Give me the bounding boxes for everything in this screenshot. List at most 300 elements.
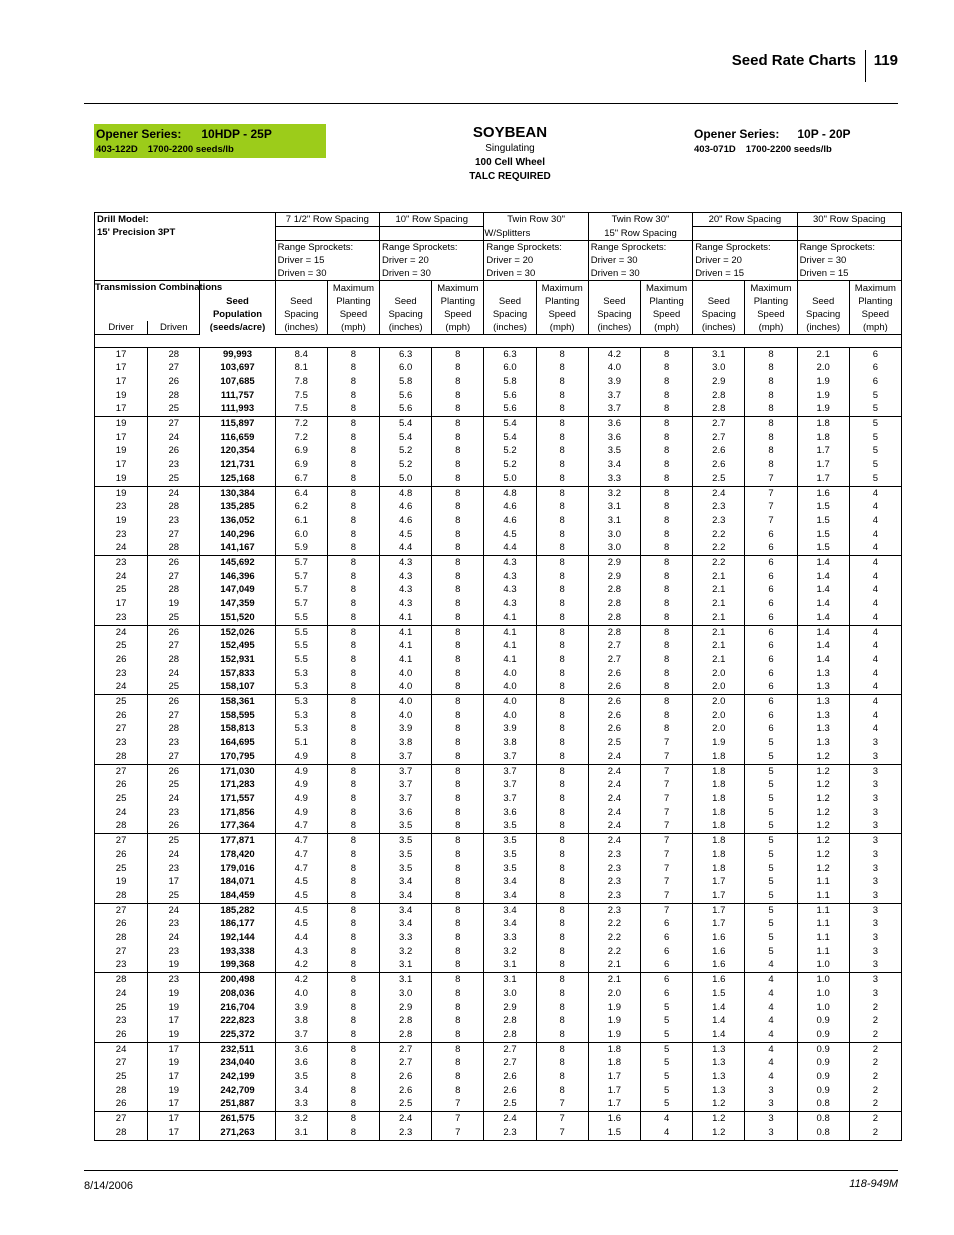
table-cell: 4.3 xyxy=(380,556,432,570)
table-cell: 8 xyxy=(536,639,588,653)
table-cell: 3.1 xyxy=(484,958,536,972)
table-cell: 2.2 xyxy=(588,945,640,959)
table-cell: 19 xyxy=(148,1084,200,1098)
table-cell: 5.6 xyxy=(484,402,536,416)
driver-sprocket-5: Driver = 20 xyxy=(693,254,797,267)
opener-right-label: Opener Series: xyxy=(694,127,780,141)
table-cell: 5 xyxy=(745,917,797,931)
table-cell: 0.8 xyxy=(797,1097,849,1111)
row-spacing-sub-3: W/Splitters xyxy=(484,227,588,241)
table-cell: 25 xyxy=(95,1001,148,1015)
table-cell: 6 xyxy=(745,611,797,625)
table-cell: 17 xyxy=(95,458,148,472)
table-cell: 7 xyxy=(640,792,692,806)
table-cell: 3.1 xyxy=(380,973,432,987)
table-cell: 3.7 xyxy=(484,778,536,792)
table-cell: 103,697 xyxy=(200,361,275,375)
table-cell: 28 xyxy=(148,583,200,597)
table-cell: 8 xyxy=(327,709,379,723)
table-cell: 27 xyxy=(148,570,200,584)
table-cell: 17 xyxy=(148,1042,200,1056)
table-cell: 8 xyxy=(536,917,588,931)
table-row xyxy=(95,389,902,403)
table-cell: 4.6 xyxy=(380,500,432,514)
opener-right-part: 403-071D xyxy=(694,144,736,155)
row-spacing-5: 20" Row Spacing xyxy=(693,213,797,227)
table-cell: 2.8 xyxy=(588,611,640,625)
table-cell: 8 xyxy=(536,667,588,681)
table-cell: 8 xyxy=(432,458,484,472)
table-cell: 8 xyxy=(327,570,379,584)
table-cell: 4.5 xyxy=(275,917,327,931)
table-cell: 3 xyxy=(849,750,901,764)
table-cell: 1.0 xyxy=(797,973,849,987)
table-cell: 8 xyxy=(327,361,379,375)
table-cell: 6 xyxy=(745,680,797,694)
table-cell: 8 xyxy=(327,1112,379,1126)
table-cell: 2 xyxy=(849,1084,901,1098)
table-cell: 23 xyxy=(148,917,200,931)
table-row xyxy=(95,1097,902,1111)
table-cell: 5 xyxy=(745,778,797,792)
table-cell: 7 xyxy=(640,848,692,862)
table-cell: 1.5 xyxy=(797,541,849,555)
table-cell: 3.3 xyxy=(380,931,432,945)
table-row xyxy=(95,417,902,431)
table-cell: 1.1 xyxy=(797,945,849,959)
table-cell: 8 xyxy=(640,625,692,639)
table-cell: 3.2 xyxy=(588,486,640,500)
table-cell: 8 xyxy=(536,958,588,972)
table-cell: 1.3 xyxy=(693,1056,745,1070)
table-cell: 25 xyxy=(148,402,200,416)
table-cell: 8 xyxy=(327,987,379,1001)
table-cell: 8 xyxy=(432,417,484,431)
table-cell: 8 xyxy=(536,792,588,806)
table-cell: 4.4 xyxy=(380,541,432,555)
table-cell: 1.2 xyxy=(797,819,849,833)
table-cell: 8 xyxy=(745,375,797,389)
table-cell: 28 xyxy=(148,722,200,736)
table-cell: 3.5 xyxy=(484,862,536,876)
table-row xyxy=(95,597,902,611)
table-cell: 8 xyxy=(536,1001,588,1015)
table-cell: 8 xyxy=(327,458,379,472)
table-cell: 2.0 xyxy=(693,695,745,709)
table-cell: 116,659 xyxy=(200,431,275,445)
table-cell: 225,372 xyxy=(200,1028,275,1042)
table-cell: 1.8 xyxy=(693,764,745,778)
table-cell: 4.5 xyxy=(275,903,327,917)
table-cell: 25 xyxy=(148,472,200,486)
table-cell: 8 xyxy=(536,444,588,458)
table-cell: 8 xyxy=(432,402,484,416)
table-cell: 1.1 xyxy=(797,875,849,889)
table-cell: 3 xyxy=(849,917,901,931)
table-row xyxy=(95,709,902,723)
table-cell: 125,168 xyxy=(200,472,275,486)
table-row xyxy=(95,486,902,500)
table-cell: 5 xyxy=(745,750,797,764)
table-cell: 7 xyxy=(640,806,692,820)
table-cell: 3 xyxy=(849,973,901,987)
table-cell: 5.7 xyxy=(275,570,327,584)
table-cell: 4.3 xyxy=(484,597,536,611)
table-cell: 5.4 xyxy=(484,417,536,431)
table-cell: 4 xyxy=(745,958,797,972)
table-cell: 8 xyxy=(327,625,379,639)
table-cell: 184,071 xyxy=(200,875,275,889)
table-row xyxy=(95,583,902,597)
section-title: Seed Rate Charts xyxy=(731,52,856,69)
table-cell: 3.4 xyxy=(275,1084,327,1098)
table-cell: 6.7 xyxy=(275,472,327,486)
table-cell: 1.2 xyxy=(797,848,849,862)
table-cell: 4.4 xyxy=(275,931,327,945)
seed-spacing-header-2: Seed Spacing (inches) xyxy=(380,280,432,334)
table-cell: 8 xyxy=(327,653,379,667)
table-cell: 1.8 xyxy=(588,1056,640,1070)
table-cell: 26 xyxy=(148,695,200,709)
table-cell: 26 xyxy=(148,625,200,639)
table-cell: 8 xyxy=(640,611,692,625)
table-cell: 6.1 xyxy=(275,514,327,528)
table-cell: 2.1 xyxy=(588,973,640,987)
table-cell: 4 xyxy=(849,528,901,542)
table-cell: 19 xyxy=(95,389,148,403)
table-cell: 3.8 xyxy=(380,736,432,750)
table-cell: 2.2 xyxy=(693,528,745,542)
table-cell: 8 xyxy=(640,375,692,389)
table-cell: 6 xyxy=(640,931,692,945)
table-cell: 8 xyxy=(327,806,379,820)
table-cell: 8 xyxy=(432,695,484,709)
table-cell: 6 xyxy=(640,917,692,931)
table-cell: 8 xyxy=(432,1042,484,1056)
table-cell: 8 xyxy=(432,1070,484,1084)
table-cell: 271,263 xyxy=(200,1126,275,1140)
table-cell: 23 xyxy=(148,806,200,820)
table-cell: 8 xyxy=(327,945,379,959)
table-cell: 6 xyxy=(745,722,797,736)
table-cell: 17 xyxy=(148,1112,200,1126)
table-cell: 1.2 xyxy=(797,862,849,876)
table-cell: 8 xyxy=(536,680,588,694)
range-sprockets-label-4: Range Sprockets: xyxy=(588,240,692,254)
table-cell: 8 xyxy=(432,973,484,987)
table-cell: 8 xyxy=(327,862,379,876)
table-cell: 1.4 xyxy=(797,639,849,653)
table-cell: 3.7 xyxy=(484,792,536,806)
table-cell: 5.7 xyxy=(275,597,327,611)
table-cell: 8 xyxy=(536,458,588,472)
table-cell: 2.8 xyxy=(380,1028,432,1042)
table-cell: 26 xyxy=(148,764,200,778)
table-cell: 7.8 xyxy=(275,375,327,389)
table-cell: 17 xyxy=(148,1126,200,1140)
table-cell: 2.6 xyxy=(588,680,640,694)
table-cell: 1.4 xyxy=(693,1028,745,1042)
table-cell: 0.9 xyxy=(797,1028,849,1042)
table-cell: 0.9 xyxy=(797,1014,849,1028)
row-spacing-sub-4: 15" Row Spacing xyxy=(588,227,692,241)
table-cell: 4.9 xyxy=(275,764,327,778)
table-cell: 121,731 xyxy=(200,458,275,472)
table-cell: 2 xyxy=(849,1097,901,1111)
table-row xyxy=(95,541,902,555)
table-cell: 4.1 xyxy=(484,653,536,667)
table-cell: 26 xyxy=(148,444,200,458)
table-cell: 2.5 xyxy=(484,1097,536,1111)
table-cell: 3.7 xyxy=(380,764,432,778)
table-cell: 8 xyxy=(536,514,588,528)
table-cell: 26 xyxy=(148,819,200,833)
table-cell: 2.5 xyxy=(380,1097,432,1111)
table-cell: 3.2 xyxy=(380,945,432,959)
table-cell: 2.4 xyxy=(588,792,640,806)
table-cell: 8 xyxy=(640,528,692,542)
seed-spacing-header-1: Seed Spacing (inches) xyxy=(275,280,327,334)
table-row xyxy=(95,458,902,472)
table-cell: 8 xyxy=(327,973,379,987)
table-cell: 4.9 xyxy=(275,750,327,764)
table-cell: 6 xyxy=(745,597,797,611)
table-cell: 4.1 xyxy=(380,625,432,639)
table-cell: 8 xyxy=(327,556,379,570)
table-cell: 8 xyxy=(536,541,588,555)
row-spacing-sub-1 xyxy=(275,227,379,241)
table-cell: 1.5 xyxy=(588,1126,640,1140)
table-cell: 4.9 xyxy=(275,778,327,792)
table-cell: 8 xyxy=(327,834,379,848)
table-cell: 8 xyxy=(536,417,588,431)
table-cell: 26 xyxy=(148,556,200,570)
table-cell: 23 xyxy=(95,958,148,972)
driven-col-header: Driven xyxy=(148,321,200,335)
table-row xyxy=(95,444,902,458)
table-cell: 171,283 xyxy=(200,778,275,792)
table-cell: 151,520 xyxy=(200,611,275,625)
table-cell: 234,040 xyxy=(200,1056,275,1070)
table-cell: 8 xyxy=(640,514,692,528)
table-cell: 5 xyxy=(640,1084,692,1098)
table-cell: 26 xyxy=(95,1028,148,1042)
table-row xyxy=(95,862,902,876)
table-cell: 8 xyxy=(327,500,379,514)
table-cell: 2.8 xyxy=(588,625,640,639)
table-cell: 5 xyxy=(640,1014,692,1028)
table-cell: 2.0 xyxy=(588,987,640,1001)
table-cell: 3.3 xyxy=(484,931,536,945)
table-cell: 2.9 xyxy=(588,570,640,584)
table-cell: 152,931 xyxy=(200,653,275,667)
table-cell: 8 xyxy=(536,375,588,389)
table-cell: 185,282 xyxy=(200,903,275,917)
table-cell: 1.6 xyxy=(693,931,745,945)
table-cell: 7.2 xyxy=(275,417,327,431)
table-cell: 1.7 xyxy=(588,1084,640,1098)
table-cell: 3 xyxy=(849,806,901,820)
table-cell: 1.1 xyxy=(797,889,849,903)
table-cell: 6 xyxy=(745,639,797,653)
table-cell: 8 xyxy=(745,402,797,416)
table-cell: 8 xyxy=(640,458,692,472)
table-cell: 8 xyxy=(536,695,588,709)
table-cell: 26 xyxy=(95,709,148,723)
drill-model-value: 15' Precision 3PT xyxy=(97,227,176,238)
table-cell: 3.1 xyxy=(275,1126,327,1140)
table-cell: 1.9 xyxy=(797,402,849,416)
seed-spacing-header-3: Seed Spacing (inches) xyxy=(484,280,536,334)
table-cell: 19 xyxy=(95,514,148,528)
table-cell: 8 xyxy=(432,875,484,889)
table-cell: 2.1 xyxy=(693,597,745,611)
table-cell: 2.4 xyxy=(588,764,640,778)
table-cell: 8 xyxy=(327,417,379,431)
max-speed-header-4: Maximum Planting Speed (mph) xyxy=(640,280,692,334)
table-cell: 5.7 xyxy=(275,556,327,570)
table-row xyxy=(95,375,902,389)
table-row xyxy=(95,556,902,570)
table-cell: 8 xyxy=(536,750,588,764)
table-cell: 17 xyxy=(95,431,148,445)
table-row xyxy=(95,834,902,848)
table-cell: 8 xyxy=(640,486,692,500)
table-cell: 27 xyxy=(148,709,200,723)
table-cell: 1.9 xyxy=(588,1028,640,1042)
drill-model-label: Drill Model: xyxy=(97,214,149,225)
table-row xyxy=(95,570,902,584)
table-cell: 0.9 xyxy=(797,1042,849,1056)
table-row xyxy=(95,361,902,375)
table-cell: 4.0 xyxy=(484,695,536,709)
table-cell: 2 xyxy=(849,1112,901,1126)
table-cell: 4 xyxy=(849,680,901,694)
table-cell: 5 xyxy=(745,903,797,917)
table-cell: 5 xyxy=(849,431,901,445)
table-cell: 23 xyxy=(148,973,200,987)
table-cell: 1.5 xyxy=(797,514,849,528)
table-cell: 8 xyxy=(327,1001,379,1015)
table-cell: 1.9 xyxy=(797,389,849,403)
table-cell: 158,107 xyxy=(200,680,275,694)
table-cell: 8 xyxy=(327,750,379,764)
table-cell: 2.4 xyxy=(484,1112,536,1126)
table-cell: 4.0 xyxy=(484,709,536,723)
table-cell: 7 xyxy=(536,1126,588,1140)
table-cell: 8 xyxy=(432,667,484,681)
table-cell: 8 xyxy=(432,486,484,500)
table-cell: 28 xyxy=(95,973,148,987)
table-cell: 1.7 xyxy=(693,875,745,889)
table-cell: 24 xyxy=(95,541,148,555)
table-cell: 8 xyxy=(327,1028,379,1042)
table-cell: 8 xyxy=(432,792,484,806)
table-cell: 23 xyxy=(95,500,148,514)
table-cell: 178,420 xyxy=(200,848,275,862)
table-cell: 2 xyxy=(849,1042,901,1056)
table-cell: 8 xyxy=(327,1014,379,1028)
table-cell: 222,823 xyxy=(200,1014,275,1028)
row-spacing-sub-2 xyxy=(380,227,484,241)
table-cell: 5 xyxy=(849,417,901,431)
table-cell: 8 xyxy=(327,875,379,889)
table-row xyxy=(95,736,902,750)
table-cell: 3 xyxy=(849,834,901,848)
table-cell: 2.7 xyxy=(484,1042,536,1056)
table-cell: 7 xyxy=(640,834,692,848)
table-cell: 184,459 xyxy=(200,889,275,903)
table-cell: 3 xyxy=(849,764,901,778)
table-cell: 3.6 xyxy=(484,806,536,820)
range-sprockets-label-3: Range Sprockets: xyxy=(484,240,588,254)
driven-sprocket-4: Driven = 30 xyxy=(588,267,692,281)
table-cell: 7 xyxy=(745,486,797,500)
table-cell: 5.5 xyxy=(275,653,327,667)
driven-sprocket-6: Driven = 15 xyxy=(797,267,901,281)
table-cell: 6 xyxy=(745,709,797,723)
row-spacing-sub-5 xyxy=(693,227,797,241)
table-cell: 7 xyxy=(640,736,692,750)
table-cell: 3.6 xyxy=(588,431,640,445)
table-cell: 7 xyxy=(745,500,797,514)
table-cell: 8 xyxy=(327,1070,379,1084)
table-cell: 8 xyxy=(432,444,484,458)
table-cell: 6 xyxy=(849,347,901,361)
table-cell: 8 xyxy=(327,889,379,903)
table-cell: 4 xyxy=(745,973,797,987)
table-cell: 4 xyxy=(745,1056,797,1070)
table-cell: 5.4 xyxy=(380,417,432,431)
table-cell: 8 xyxy=(640,472,692,486)
table-cell: 28 xyxy=(95,819,148,833)
table-cell: 1.9 xyxy=(693,736,745,750)
table-cell: 2.8 xyxy=(588,583,640,597)
table-cell: 1.4 xyxy=(797,597,849,611)
table-cell: 25 xyxy=(148,834,200,848)
table-cell: 5 xyxy=(745,819,797,833)
table-cell: 2 xyxy=(849,1070,901,1084)
table-cell: 8 xyxy=(327,375,379,389)
table-cell: 8 xyxy=(432,556,484,570)
table-cell: 8 xyxy=(640,361,692,375)
table-cell: 6 xyxy=(849,361,901,375)
table-cell: 24 xyxy=(148,792,200,806)
table-cell: 1.5 xyxy=(797,500,849,514)
table-cell: 5 xyxy=(745,875,797,889)
table-cell: 8 xyxy=(432,1014,484,1028)
table-cell: 8 xyxy=(640,667,692,681)
table-cell: 1.8 xyxy=(797,431,849,445)
table-cell: 4 xyxy=(849,500,901,514)
table-cell: 8 xyxy=(640,653,692,667)
table-cell: 136,052 xyxy=(200,514,275,528)
table-cell: 8 xyxy=(432,764,484,778)
table-cell: 5 xyxy=(745,931,797,945)
row-spacing-3: Twin Row 30" xyxy=(484,213,588,227)
table-cell: 8 xyxy=(327,819,379,833)
table-cell: 2.0 xyxy=(693,709,745,723)
table-cell: 2.1 xyxy=(693,611,745,625)
table-row xyxy=(95,611,902,625)
table-cell: 1.6 xyxy=(797,486,849,500)
table-cell: 2 xyxy=(849,1028,901,1042)
table-cell: 4 xyxy=(849,639,901,653)
driver-sprocket-1: Driver = 15 xyxy=(275,254,379,267)
table-cell: 26 xyxy=(95,653,148,667)
table-cell: 25 xyxy=(95,639,148,653)
table-cell: 8 xyxy=(640,597,692,611)
